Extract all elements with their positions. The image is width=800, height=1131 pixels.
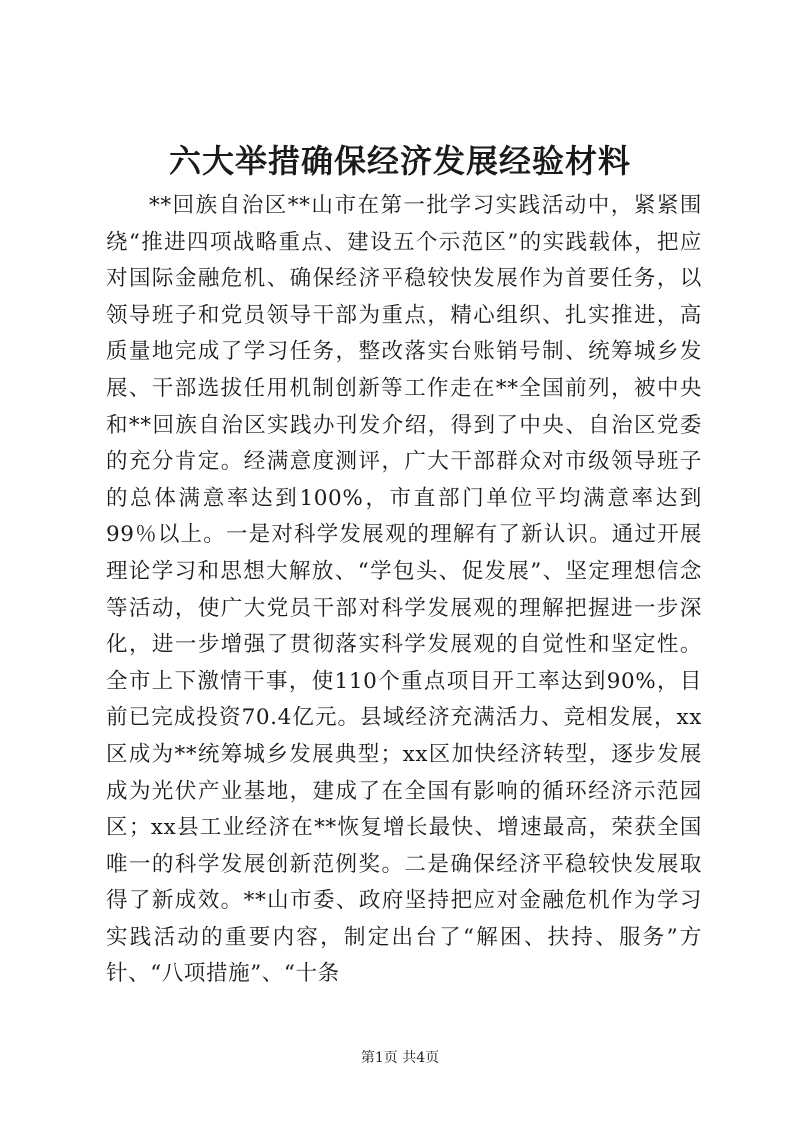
page-footer: 第1页 共4页	[360, 1050, 440, 1066]
document-body-paragraph: **回族自治区**山市在第一批学习实践活动中，紧紧围绕“推进四项战略重点、建设五个示范区”的实践载体，把应对国际金融危机、确保经济平稳较快发展作为首要任务，以领导班子和党员领导干部为重点，精心组织、扎实推进，高质量地完成了学习任务，整改落实台账销号制、统筹城乡发展、干部选拔任用机制创新等工作走在**全国前列，被中央和**回族自治区实践办刊发介绍，得到了中央、自治区党委的充分肯定。经满意度测评，广大干部群众对市级领导班子的总体满意率达到100%，市直部门单位平均满意率达到99％以上。一是对科学发展观的理解有了新认识。通过开展理论学习和思想大解放、“学包头、促发展”、坚定理想信念等活动，使广大党员干部对科学发展观的理解把握进一步深化，进一步增强了贯彻落实科学发展观的自觉性和坚定性。全市上下激情干事，使110个重点项目开工率达到90%，目前已完成投资70.4亿元。县域经济充满活力、竞相发展，xx区成为**统筹城乡发展典型；xx区加快经济转型，逐步发展成为光伏产业基地，建成了在全国有影响的循环经济示范园区；xx县工业经济在**恢复增长最快、增速最高，荣获全国唯一的科学发展创新范例奖。二是确保经济平稳较快发展取得了新成效。**山市委、政府坚持把应对金融危机作为学习实践活动的重要内容，制定出台了“解困、扶持、服务”方针、“八项措施”、“十条	[106, 193, 702, 987]
document-title: 六大举措确保经济发展经验材料	[168, 142, 631, 180]
